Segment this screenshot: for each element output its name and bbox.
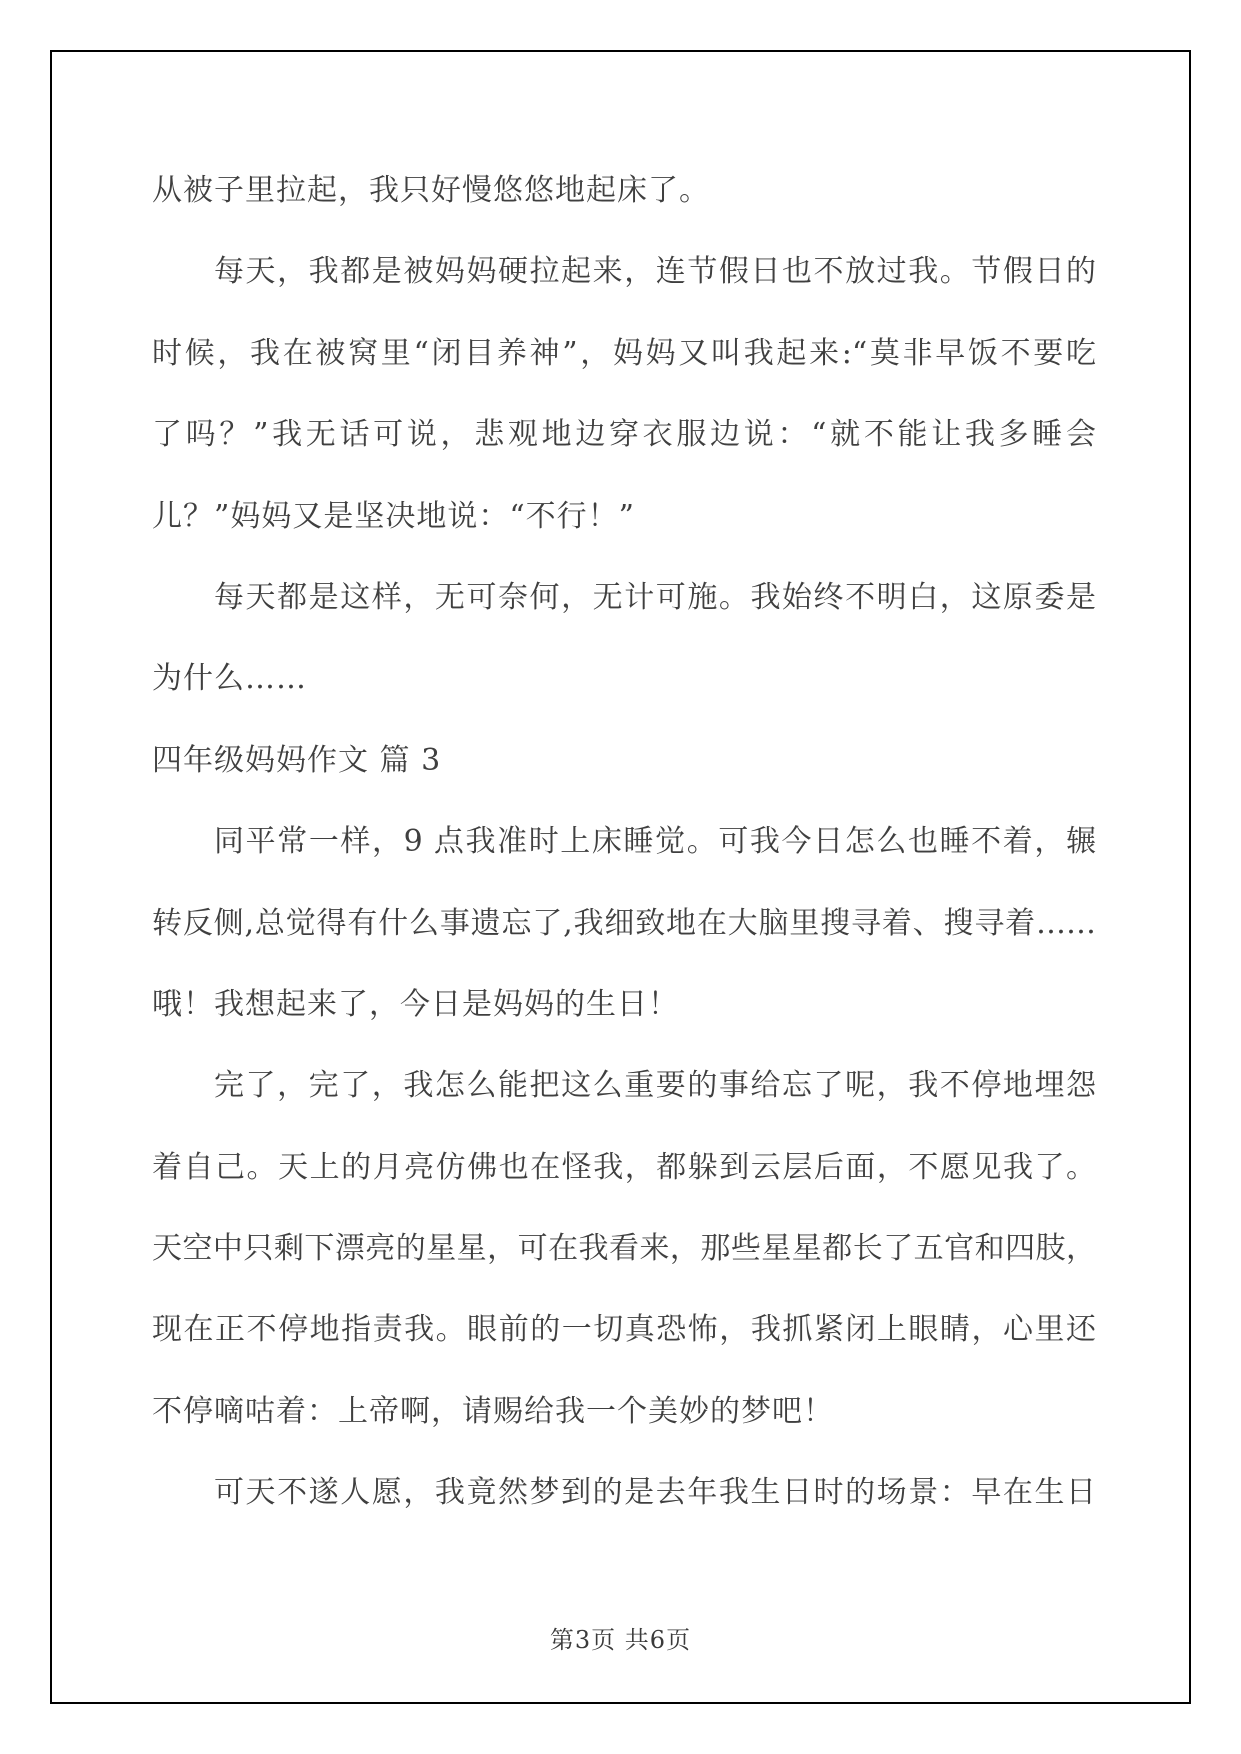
text-line: 每天都是这样，无可奈何，无计可施。我始终不明白，这原委是 [214,579,1096,615]
text-line: 可天不遂人愿，我竟然梦到的是去年我生日时的场景：早在生日 [214,1475,1096,1511]
text-line: 时候，我在被窝里“闭目养神”，妈妈又叫我起来:“莫非早饭不要吃 [152,335,1096,371]
text-line: 每天，我都是被妈妈硬拉起来，连节假日也不放过我。节假日的 [214,254,1096,290]
page-border-frame [50,50,1191,1704]
text-line: 天空中只剩下漂亮的星星，可在我看来，那些星星都长了五官和四肢， [152,1231,1096,1267]
text-line: 现在正不停地指责我。眼前的一切真恐怖，我抓紧闭上眼睛，心里还 [152,1312,1096,1348]
text-line: 同平常一样，9 点我准时上床睡觉。可我今日怎么也睡不着，辗 [214,824,1096,860]
text-line: 着自己。天上的月亮仿佛也在怪我，都躲到云层后面，不愿见我了。 [152,1149,1096,1185]
text-line: 四年级妈妈作文 篇 3 [152,742,442,778]
text-line: 哦！我想起来了，今日是妈妈的生日！ [152,986,679,1022]
text-line: 了吗？”我无话可说，悲观地边穿衣服边说：“就不能让我多睡会 [152,417,1096,453]
text-line: 转反侧,总觉得有什么事遗忘了,我细致地在大脑里搜寻着、搜寻着…… [152,905,1096,941]
essay-text-block [152,150,1096,1534]
text-line: 不停嘀咕着：上帝啊，请赐给我一个美妙的梦吧！ [152,1393,834,1429]
text-line: 从被子里拉起，我只好慢悠悠地起床了。 [152,173,710,208]
page-footer [52,1628,1189,1652]
text-line: 完了，完了，我怎么能把这么重要的事给忘了呢，我不停地埋怨 [214,1068,1096,1104]
text-line: 为什么…… [152,661,307,697]
page-number-indicator: 第3页 共6页 [549,1626,692,1654]
text-line: 儿？”妈妈又是坚决地说：“不行！” [152,498,636,534]
